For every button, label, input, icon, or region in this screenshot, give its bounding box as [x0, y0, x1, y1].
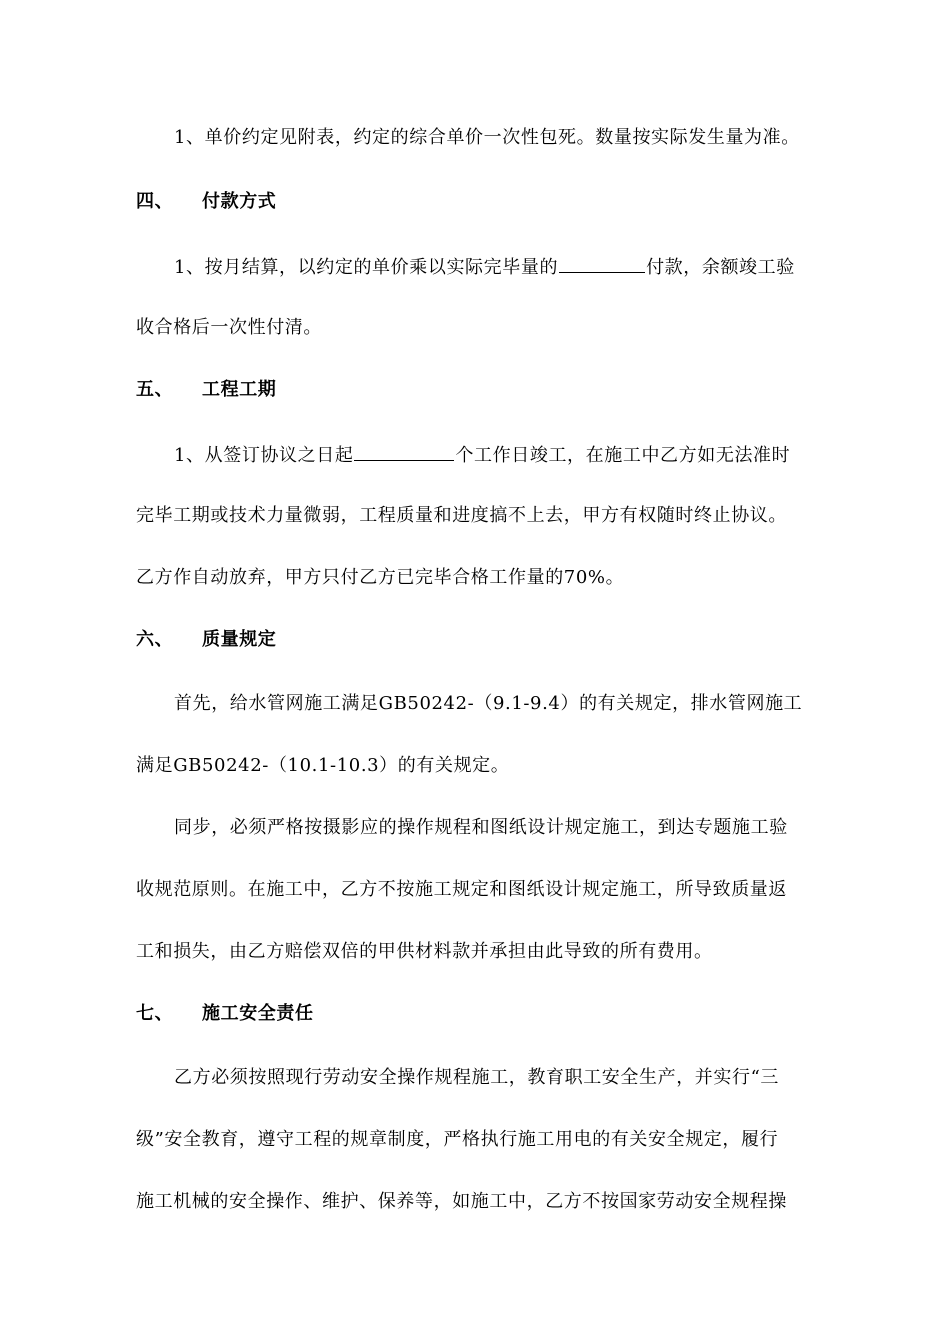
- safety-line-3: 施工机械的安全操作、维护、保养等，如施工中，乙方不按国家劳动安全规程操: [136, 1191, 787, 1212]
- text-span: 1、从签订协议之日起: [174, 445, 354, 466]
- section-6-heading: [136, 628, 816, 652]
- fill-in-blank: [354, 442, 454, 461]
- section-title: 付款方式: [202, 191, 277, 212]
- schedule-line-2: 完毕工期或技术力量微弱，工程质量和进度搞不上去，甲方有权随时终止协议。: [136, 505, 787, 526]
- text-span: 个工作日竣工，在施工中乙方如无法准时: [455, 445, 791, 466]
- payment-method-line-1: [174, 254, 816, 280]
- safety-line-1: 乙方必须按照现行劳动安全操作规程施工，教育职工安全生产，并实行“三: [174, 1067, 779, 1088]
- payment-clause-1: 1、单价约定见附表，约定的综合单价一次性包死。数量按实际发生量为准。: [174, 127, 800, 148]
- text-span: 付款，余额竣工验: [646, 257, 795, 278]
- quality-line-4: 收规范原则。在施工中，乙方不按施工规定和图纸设计规定施工，所导致质量返: [136, 879, 787, 900]
- section-number: 四、: [136, 191, 174, 212]
- section-number: 五、: [136, 379, 174, 400]
- section-number: 七、: [136, 1003, 174, 1024]
- schedule-line-1: [174, 442, 816, 468]
- section-title: 质量规定: [202, 629, 277, 650]
- quality-line-2: 满足GB50242-（10.1-10.3）的有关规定。: [136, 755, 510, 776]
- schedule-line-3: 乙方作自动放弃，甲方只付乙方已完毕合格工作量的70%。: [136, 567, 625, 588]
- section-number: 六、: [136, 629, 174, 650]
- fill-in-blank: [559, 254, 645, 273]
- payment-method-line-2: 收合格后一次性付清。: [136, 317, 322, 338]
- quality-line-1: 首先，给水管网施工满足GB50242-（9.1-9.4）的有关规定，排水管网施工: [174, 693, 803, 714]
- section-5-heading: [136, 378, 816, 402]
- quality-line-3: 同步，必须严格按摄影应的操作规程和图纸设计规定施工，到达专题施工验: [174, 817, 788, 838]
- section-title: 工程工期: [202, 379, 277, 400]
- section-title: 施工安全责任: [202, 1003, 314, 1024]
- quality-line-5: 工和损失，由乙方赔偿双倍的甲供材料款并承担由此导致的所有费用。: [136, 941, 713, 962]
- text-span: 1、按月结算，以约定的单价乘以实际完毕量的: [174, 257, 559, 278]
- section-4-heading: [136, 190, 816, 214]
- section-7-heading: [136, 1002, 816, 1026]
- safety-line-2: 级”安全教育，遵守工程的规章制度，严格执行施工用电的有关安全规定，履行: [136, 1129, 779, 1150]
